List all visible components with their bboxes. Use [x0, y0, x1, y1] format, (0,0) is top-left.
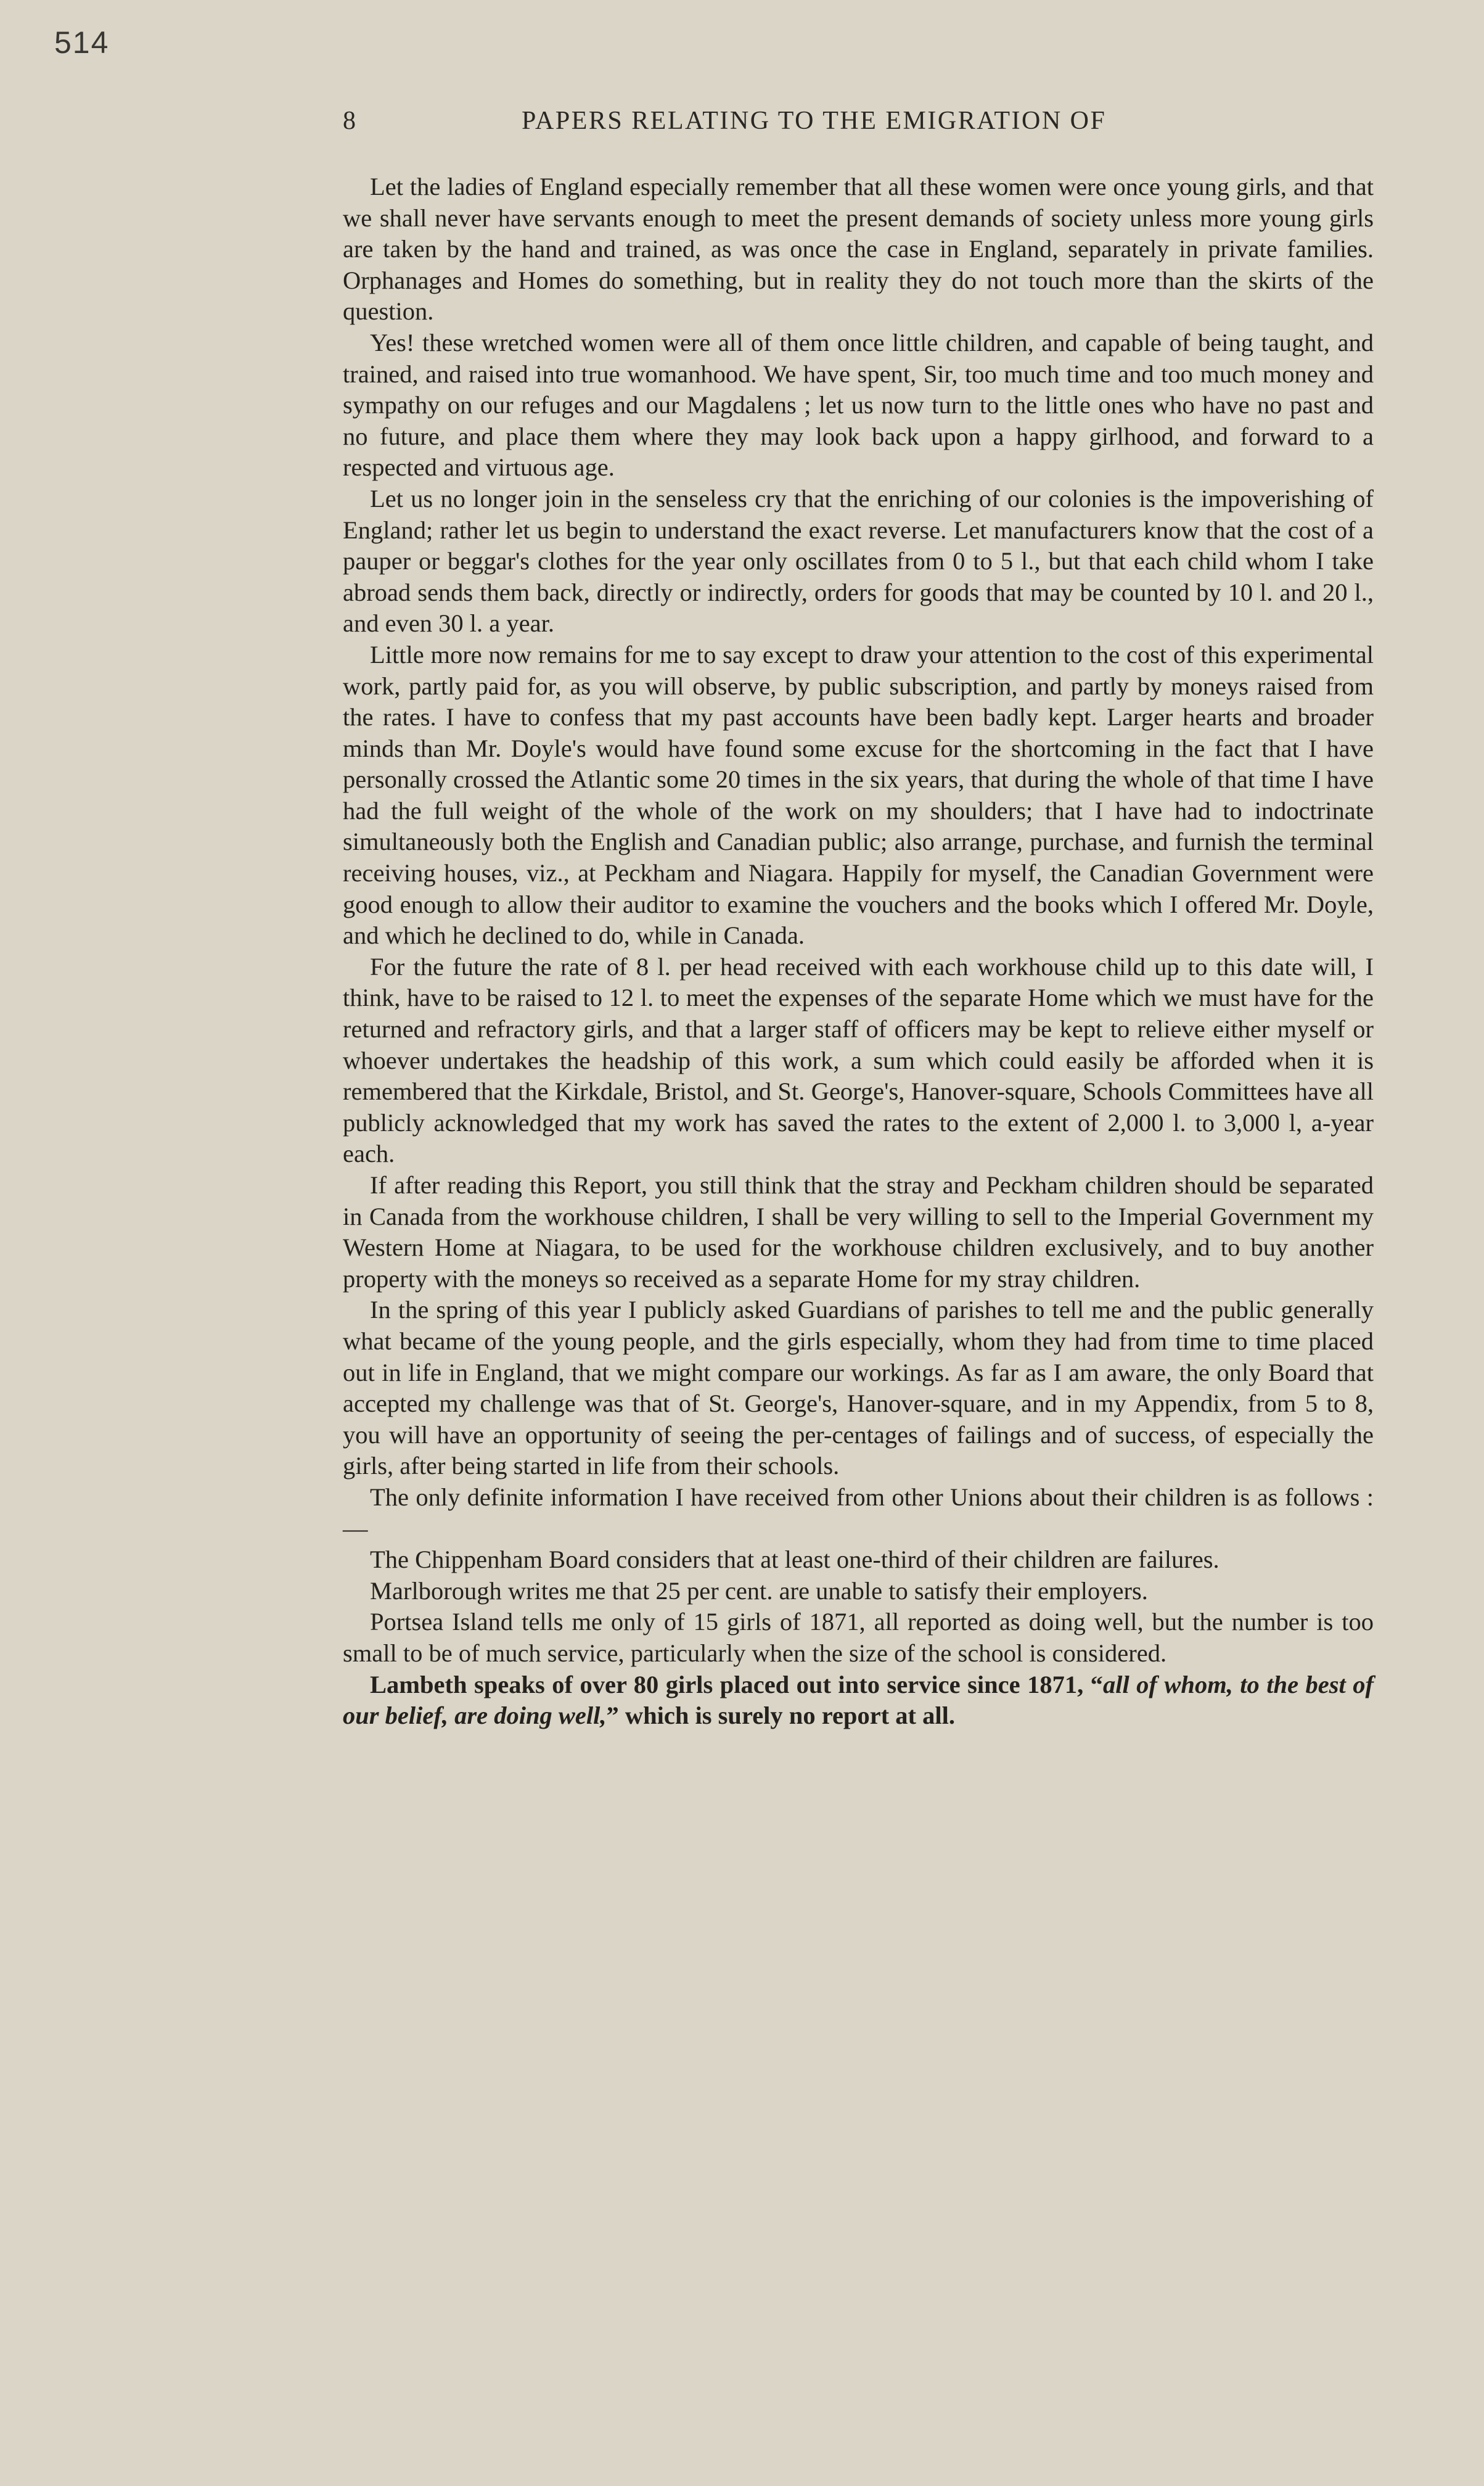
running-head-title: PAPERS RELATING TO THE EMIGRATION OF — [522, 107, 1107, 135]
paragraph: Let the ladies of England especially remember that all these women were once young girls, and that we shall never have servants enough to meet the present demands of society unless more young girls are taken by the hand and trained, as was once the case in England, separately in private families. Orphanages and Homes do something, but in reality they do not touch more than the skirts of the question. — [343, 173, 1374, 326]
paragraph: Portsea Island tells me only of 15 girls of 1871, all reported as doing well, but the number is too small to be of much service, particularly when the size of the school is considered. — [343, 1608, 1374, 1667]
body-text — [343, 171, 1374, 1732]
closing-tail: ” which is surely no report at all. — [606, 1702, 956, 1730]
paragraph: Let us no longer join in the senseless cry that the enriching of our colonies is the impoverishing of England; rather let us begin to understand the exact reverse. Let manufacturers know that the cost of a pauper or beggar's clothes for the year only oscillates from 0 to 5 l., but that each child whom I take abroad sends them back, directly or indirectly, orders for goods that may be counted by 10 l. and 20 l., and even 30 l. a year. — [343, 484, 1374, 638]
closing-paragraph — [343, 1669, 1374, 1732]
paragraph: The only definite information I have received from other Unions about their children is as follows :— — [343, 1483, 1374, 1542]
folio-number: 514 — [54, 25, 110, 60]
paragraph: Marlborough writes me that 25 per cent. are unable to satisfy their employers. — [370, 1576, 1148, 1605]
paragraph: For the future the rate of 8 l. per head received with each workhouse child up to this date will, I think, have to be raised to 12 l. to meet the expenses of the separate Home which we must have for the returned and refractory girls, and that a larger staff of officers may be kept to relieve either myself or whoever undertakes the headship of this work, a sum which could easily be afforded when it is remembered that the Kirkdale, Bristol, and St. George's, Hanover-square, Schools Committees have all publicly acknowledged that my work has saved the rates to the extent of 2,000 l. to 3,000 l, a-year each. — [343, 952, 1374, 1168]
paragraph: Yes! these wretched women were all of them once little children, and capable of being taught, and trained, and raised into true womanhood. We have spent, Sir, too much time and too much money and sympathy on our refuges and our Magdalens ; let us now turn to the little ones who have no past and no future, and place them where they may look back upon a happy girlhood, and forward to a respected and virtuous age. — [343, 328, 1374, 482]
paragraph: If after reading this Report, you still think that the stray and Peckham children should be separated in Canada from the workhouse children, I shall be very willing to sell to the Imperial Government my Western Home at Niagara, to be used for the workhouse children exclusively, and to buy another property with the moneys so received as a separate Home for my stray children. — [343, 1171, 1374, 1293]
page-number: 8 — [343, 107, 356, 135]
paragraph: Little more now remains for me to say except to draw your attention to the cost of this experimental work, partly paid for, as you will observe, by public subscription, and partly by moneys raised from the rates. I have to confess that my past accounts have been badly kept. Larger hearts and broader minds than Mr. Doyle's would have found some excuse for the shortcoming in the fact that I have personally crossed the Atlantic some 20 times in the six years, that during the whole of that time I have had the full weight of the whole of the work on my shoulders; that I have had to indoctrinate simultaneously both the English and Canadian public; also arrange, purchase, and furnish the terminal receiving houses, viz., at Peckham and Niagara. Happily for myself, the Canadian Government were good enough to allow their auditor to examine the vouchers and the books which I offered Mr. Doyle, and which he declined to do, while in Canada. — [343, 640, 1374, 950]
running-head — [343, 106, 1374, 136]
paragraph: The Chippenham Board considers that at least one-third of their children are failures. — [370, 1546, 1220, 1574]
closing-quote: all of whom, to the best of our belief, are doing well, — [343, 1670, 1374, 1730]
paragraph: In the spring of this year I publicly asked Guardians of parishes to tell me and the public generally what became of the young people, and the girls especially, whom they had from time to time placed out in life in England, that we might compare our workings. As far as I am aware, the only Board that accepted my challenge was that of St. George's, Hanover-square, and in my Appendix, from 5 to 8, you will have an opportunity of seeing the per-centages of failings and of success, of especially the girls, after being started in life from their schools. — [343, 1296, 1374, 1480]
closing-lead: Lambeth speaks of over 80 girls placed out into service since 1871, “ — [370, 1670, 1103, 1698]
